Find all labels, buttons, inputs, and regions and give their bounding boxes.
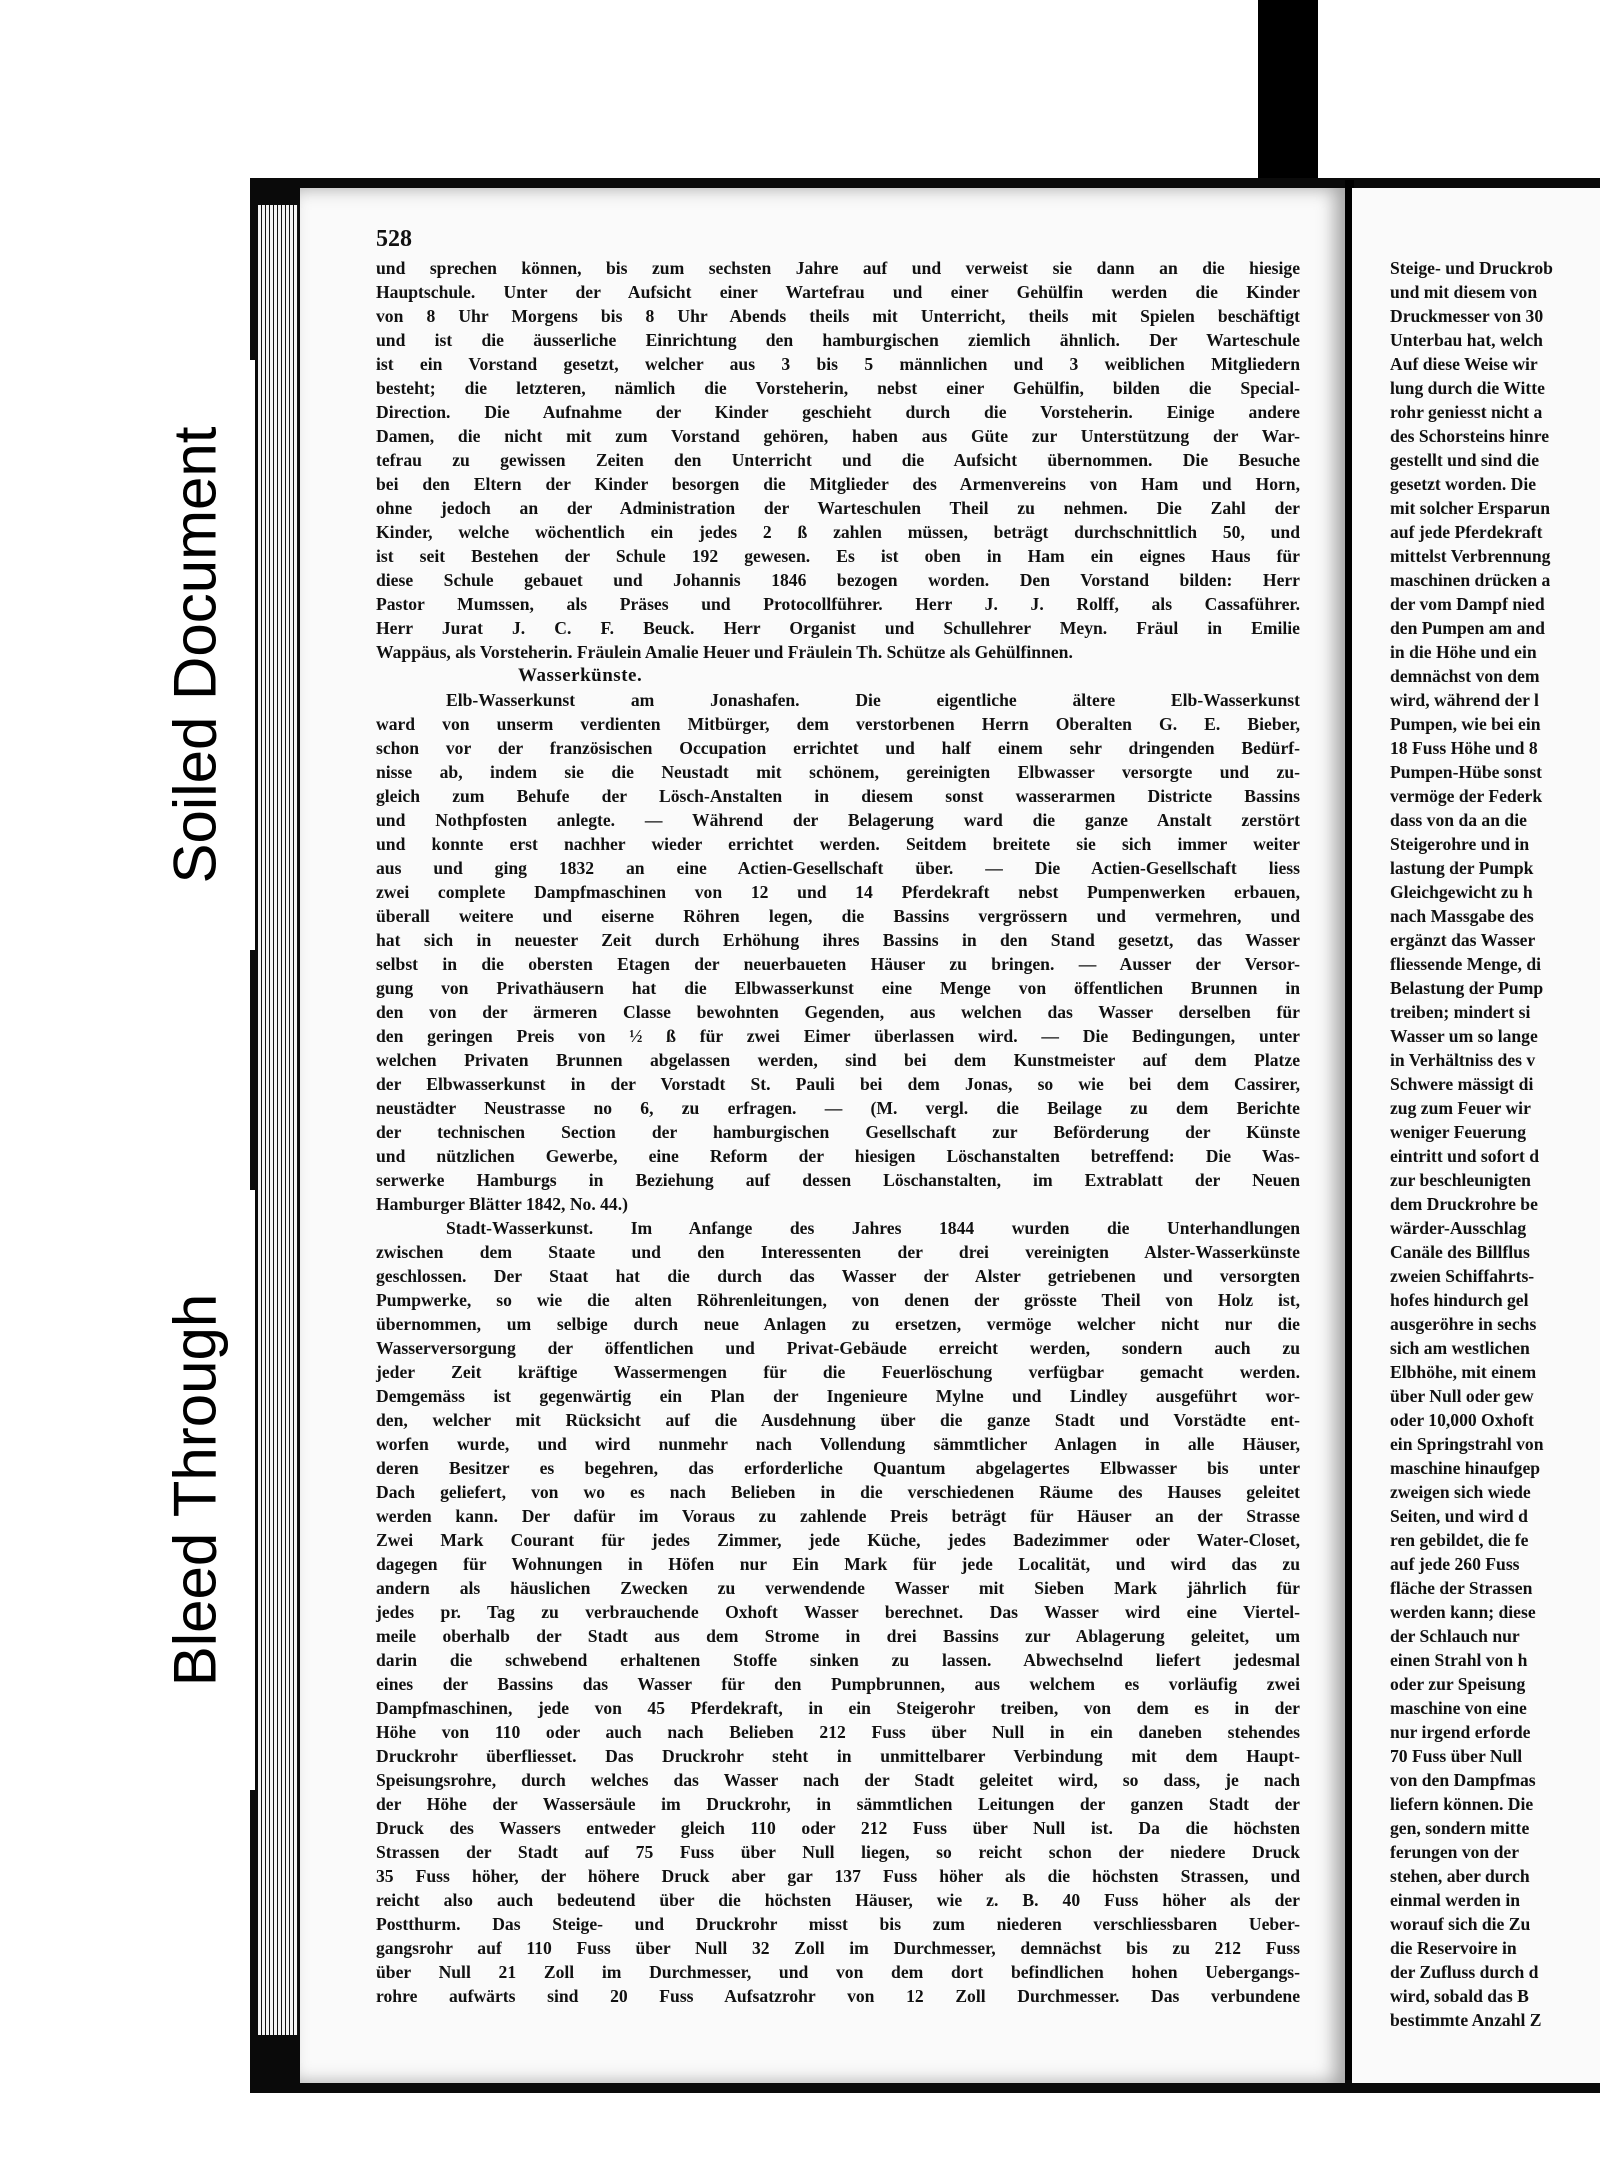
right-text-line: dem Druckrohre be xyxy=(1390,1194,1538,1214)
text-line: gangsrohr auf 110 Fuss über Null 32 Zoll im Durchmesser, demnächst bis zu 212 Fuss xyxy=(376,1938,1300,1958)
right-text-line: Wasser um so lange xyxy=(1390,1026,1538,1046)
text-line: zwei complete Dampfmaschinen von 12 und 14 Pferdekraft nebst Pumpenwerken erbauen, xyxy=(376,882,1300,902)
text-line: Direction. Die Aufnahme der Kinder geschieht durch die Vorsteherin. Einige andere xyxy=(376,402,1300,422)
right-text-line: oder zur Speisung xyxy=(1390,1674,1526,1694)
text-line: Speisungsrohre, durch welches das Wasser nach der Stadt geleitet wird, so dass, je nach xyxy=(376,1770,1300,1790)
right-text-line: stehen, aber durch xyxy=(1390,1866,1530,1886)
right-text-line: auf jede 260 Fuss xyxy=(1390,1554,1520,1574)
text-line: eines der Bassins das Wasser für den Pumpbrunnen, aus welchem es vorläufig zwei xyxy=(376,1674,1300,1694)
right-text-line: lastung der Pumpk xyxy=(1390,858,1534,878)
right-text-line: Seiten, und wird d xyxy=(1390,1506,1528,1526)
text-line: Pumpwerke, so wie die alten Röhrenleitungen, von denen der grösste Theil von Holz ist, xyxy=(376,1290,1300,1310)
right-text-line: von den Dampfmas xyxy=(1390,1770,1536,1790)
text-line: welchen Privaten Brunnen abgelassen werden, sind bei dem Kunstmeister auf dem Platze xyxy=(376,1050,1300,1070)
text-line: Dampfmaschinen, jede von 45 Pferdekraft, in ein Steigerohr treiben, von dem es in der xyxy=(376,1698,1300,1718)
right-text-line: ein Springstrahl von xyxy=(1390,1434,1544,1454)
text-line: Damen, die nicht mit zum Vorstand gehören, haben aus Güte zur Unterstützung der War- xyxy=(376,426,1300,446)
right-text-line: einen Strahl von h xyxy=(1390,1650,1528,1670)
text-line: hat sich in neuester Zeit durch Erhöhung ihres Bassins in den Stand gesetzt, das Wasser xyxy=(376,930,1300,950)
right-text-line: treiben; mindert si xyxy=(1390,1002,1531,1022)
text-line: ist ein Vorstand gesetzt, welcher aus 3 bis 5 männlichen und 3 weiblichen Mitgliedern xyxy=(376,354,1300,374)
text-line: Postthurm. Das Steige- und Druckrohr misst bis zum niederen verschliessbaren Ueber- xyxy=(376,1914,1300,1934)
text-line: der Höhe der Wassersäule im Druckrohr, in sämmtlichen Leitungen der ganzen Stadt der xyxy=(376,1794,1300,1814)
text-line: selbst in die obersten Etagen der neuerbaueten Häuser zu bringen. — Ausser der Versor- xyxy=(376,954,1300,974)
right-text-line: ausgeröhre in sechs xyxy=(1390,1314,1537,1334)
right-text-line: der vom Dampf nied xyxy=(1390,594,1545,614)
right-text-line: zweien Schiffahrts- xyxy=(1390,1266,1535,1286)
right-text-line: maschinen drücken a xyxy=(1390,570,1551,590)
right-text-line: wärder-Ausschlag xyxy=(1390,1218,1527,1238)
right-text-line: oder 10,000 Oxhoft xyxy=(1390,1410,1534,1430)
text-line: ward von unserm verdienten Mitbürger, dem verstorbenen Herrn Oberalten G. E. Bieber, xyxy=(376,714,1300,734)
page-number: 528 xyxy=(376,226,412,252)
right-text-line: liefern können. Die xyxy=(1390,1794,1534,1814)
text-line: ist seit Bestehen der Schule 192 gewesen. Es ist oben in Ham ein eignes Haus für xyxy=(376,546,1300,566)
text-line: rohre aufwärts sind 20 Fuss Aufsatzrohr von 12 Zoll Durchmesser. Das verbundene xyxy=(376,1986,1300,2006)
section-heading: Wasserkünste. xyxy=(518,665,643,686)
text-line: diese Schule gebauet und Johannis 1846 bezogen worden. Den Vorstand bilden: Herr xyxy=(376,570,1300,590)
text-line: Kinder, welche wöchentlich ein jedes 2 ß zahlen müssen, beträgt durchschnittlich 50, und xyxy=(376,522,1300,542)
right-text-line: wird, während der l xyxy=(1390,690,1539,710)
text-line: und sprechen können, bis zum sechsten Jahre auf und verweist sie dann an die hiesige xyxy=(376,258,1300,278)
text-line: Herr Jurat J. C. F. Beuck. Herr Organist und Schullehrer Meyn. Fräul in Emilie xyxy=(376,618,1300,638)
text-line: den, welcher mit Rücksicht auf die Ausdehnung über die ganze Stadt und Vorstädte ent- xyxy=(376,1410,1300,1430)
right-text-line: Unterbau hat, welch xyxy=(1390,330,1543,350)
right-text-line: Elbhöhe, mit einem xyxy=(1390,1362,1537,1382)
text-line: reicht also auch bedeutend über die höchsten Häuser, wie z. B. 40 Fuss höher als der xyxy=(376,1890,1300,1910)
right-text-line: 18 Fuss Höhe und 8 xyxy=(1390,738,1538,758)
text-line: andern als häuslichen Zwecken zu verwendende Wasser mit Sieben Mark jährlich für xyxy=(376,1578,1300,1598)
right-text-line: Druckmesser von 30 xyxy=(1390,306,1544,326)
text-line: serwerke Hamburgs in Beziehung auf dessen Löschanstalten, im Extrablatt der Neuen xyxy=(376,1170,1300,1190)
text-line: Hauptschule. Unter der Aufsicht einer Wartefrau und einer Gehülfin werden die Kinder xyxy=(376,282,1300,302)
right-text-line: zur beschleunigten xyxy=(1390,1170,1531,1190)
text-line: Druckrohr überfliesset. Das Druckrohr steht in unmittelbarer Verbindung mit dem Haupt- xyxy=(376,1746,1300,1766)
right-text-line: nur irgend erforde xyxy=(1390,1722,1531,1742)
text-line: überall weitere und eiserne Röhren legen, die Bassins vergrössern und vermehren, und xyxy=(376,906,1300,926)
text-line: Wasserversorgung der öffentlichen und Privat-Gebäude erreicht werden, sondern auch zu xyxy=(376,1338,1300,1358)
right-text-line: nach Massgabe des xyxy=(1390,906,1534,926)
text-line: und konnte erst nachher wieder errichtet werden. Seitdem breitete sie sich immer weiter xyxy=(376,834,1300,854)
right-text-line: den Pumpen am and xyxy=(1390,618,1545,638)
text-line: der technischen Section der hamburgischen Gesellschaft zur Beförderung der Künste xyxy=(376,1122,1300,1142)
text-line: darin die schwebend erhaltenen Stoffe sinken zu lassen. Abwechselnd liefert jedesmal xyxy=(376,1650,1300,1670)
right-text-line: ren gebildet, die fe xyxy=(1390,1530,1529,1550)
text-line: und ist die äusserliche Einrichtung den hamburgischen ziemlich ähnlich. Der Warteschule xyxy=(376,330,1300,350)
text-line: von 8 Uhr Morgens bis 8 Uhr Abends theils mit Unterricht, theils mit Spielen beschäftigt xyxy=(376,306,1300,326)
right-text-line: die Reservoire in xyxy=(1390,1938,1517,1958)
text-line: ohne jedoch an der Administration der Warteschulen Theil zu nehmen. Die Zahl der xyxy=(376,498,1300,518)
text-line: Wappäus, als Vorsteherin. Fräulein Amalie Heuer und Fräulein Th. Schütze als Gehülfinnen. xyxy=(376,642,1073,662)
right-text-line: zug zum Feuer wir xyxy=(1390,1098,1531,1118)
right-text-line: über Null oder gew xyxy=(1390,1386,1534,1406)
text-line: den von der ärmeren Classe bewohnten Gegenden, aus welchen das Wasser derselben für xyxy=(376,1002,1300,1022)
text-line: nisse ab, indem sie die Neustadt mit schönem, gereinigten Elbwasser versorgte und zu- xyxy=(376,762,1300,782)
page-body xyxy=(376,256,1300,2008)
right-text-line: zweigen sich wiede xyxy=(1390,1482,1531,1502)
black-strip xyxy=(1258,0,1318,190)
right-text-line: lung durch die Witte xyxy=(1390,378,1545,398)
text-line: aus und ging 1832 an eine Actien-Gesellschaft über. — Die Actien-Gesellschaft liess xyxy=(376,858,1300,878)
right-text-line: gestellt und sind die xyxy=(1390,450,1540,470)
right-text-line: maschine hinaufgep xyxy=(1390,1458,1541,1478)
right-text-line: Gleichgewicht zu h xyxy=(1390,882,1533,902)
right-text-line: Schwere mässigt di xyxy=(1390,1074,1534,1094)
right-text-line: wird, sobald das B xyxy=(1390,1986,1529,2006)
text-line: worfen wurde, und wird nunmehr nach Vollendung sämmtlicher Anlagen in alle Häuser, xyxy=(376,1434,1300,1454)
text-line: meile oberhalb der Stadt aus dem Strome in drei Bassins zur Ablagerung geleitet, um xyxy=(376,1626,1300,1646)
text-line: jeder Zeit kräftige Wassermengen für die Feuerlöschung verfügbar gemacht werden. xyxy=(376,1362,1300,1382)
text-line: werden kann. Der dafür im Voraus zu zahlende Preis beträgt für Häuser an der Strasse xyxy=(376,1506,1300,1526)
right-text-line: mittelst Verbrennung xyxy=(1390,546,1551,566)
right-text-line: fläche der Strassen xyxy=(1390,1578,1533,1598)
text-line: und nützlichen Gewerbe, eine Reform der hiesigen Löschanstalten betreffend: Die Was- xyxy=(376,1146,1300,1166)
text-line: neustädter Neustrasse no 6, zu erfragen. — (M. vergl. die Beilage zu dem Berichte xyxy=(376,1098,1300,1118)
right-text-line: weniger Feuerung xyxy=(1390,1122,1527,1142)
right-text-line: der Schlauch nur xyxy=(1390,1626,1520,1646)
right-text-line: 70 Fuss über Null xyxy=(1390,1746,1523,1766)
text-line: Demgemäss ist gegenwärtig ein Plan der Ingenieure Mylne und Lindley ausgeführt wor- xyxy=(376,1386,1300,1406)
right-text-line: worauf sich die Zu xyxy=(1390,1914,1531,1934)
text-line: deren Besitzer es begehren, das erforderliche Quantum abgelagertes Elbwasser bis unter xyxy=(376,1458,1300,1478)
page-edges xyxy=(258,205,298,2035)
right-text-line: werden kann; diese xyxy=(1390,1602,1536,1622)
text-line: schon vor der französischen Occupation errichtet und half einem sehr dringenden Bedürf- xyxy=(376,738,1300,758)
right-text-line: maschine von eine xyxy=(1390,1698,1527,1718)
right-text-line: rohr geniesst nicht a xyxy=(1390,402,1543,422)
right-text-line: in die Höhe und ein xyxy=(1390,642,1537,662)
text-line: Hamburger Blätter 1842, No. 44.) xyxy=(376,1194,628,1214)
text-line: besteht; die letzteren, nämlich die Vorsteherin, nebst einer Gehülfin, bilden die Special- xyxy=(376,378,1300,398)
right-text-line: mit solcher Ersparun xyxy=(1390,498,1550,518)
text-line: dagegen für Wohnungen in Höfen nur Ein Mark für jede Localität, und wird das zu xyxy=(376,1554,1300,1574)
text-line: Elb-Wasserkunst am Jonashafen. Die eigentliche ältere Elb-Wasserkunst xyxy=(446,690,1300,710)
text-line: Dach geliefert, von wo es nach Belieben in die verschiedenen Räume des Hauses geleitet xyxy=(376,1482,1300,1502)
right-text-line: Pumpen, wie bei ein xyxy=(1390,714,1541,734)
right-text-line: in Verhältniss des v xyxy=(1390,1050,1536,1070)
right-text-line: dass von da an die xyxy=(1390,810,1527,830)
text-line: Zwei Mark Courant für jedes Zimmer, jede Küche, jedes Badezimmer oder Water-Closet, xyxy=(376,1530,1300,1550)
right-text-line: der Zufluss durch d xyxy=(1390,1962,1539,1982)
right-text-line: gesetzt worden. Die xyxy=(1390,474,1537,494)
bleed-through-label xyxy=(135,1190,255,1790)
right-text-line: ferungen von der xyxy=(1390,1842,1520,1862)
right-text-line: fliessende Menge, di xyxy=(1390,954,1541,974)
right-text-line: Canäle des Billflus xyxy=(1390,1242,1530,1262)
right-text-line: vermöge der Federk xyxy=(1390,786,1543,806)
right-text-line: ergänzt das Wasser xyxy=(1390,930,1536,950)
right-text-line: des Schorsteins hinre xyxy=(1390,426,1550,446)
right-text-line: Belastung der Pump xyxy=(1390,978,1544,998)
text-line: gleich zum Behufe der Lösch-Anstalten in diesem sonst wasserarmen Districte Bassins xyxy=(376,786,1300,806)
text-line: Höhe von 110 oder auch nach Belieben 212 Fuss über Null in ein daneben stehendes xyxy=(376,1722,1300,1742)
right-text-line: Steige- und Druckrob xyxy=(1390,258,1553,278)
right-text-line: Pumpen-Hübe sonst xyxy=(1390,762,1543,782)
text-line: übernommen, um selbige durch neue Anlagen zu ersetzen, vermöge welcher nicht nur die xyxy=(376,1314,1300,1334)
text-line: bei den Eltern der Kinder besorgen die Mitglieder des Armenvereins von Ham und Horn, xyxy=(376,474,1300,494)
text-line: und Nothpfosten anlegte. — Während der Belagerung ward die ganze Anstalt zerstört xyxy=(376,810,1300,830)
soiled-document-text: Soiled Document xyxy=(161,426,229,884)
text-line: über Null 21 Zoll im Durchmesser, und von dem dort befindlichen hohen Uebergangs- xyxy=(376,1962,1300,1982)
text-line: jedes pr. Tag zu verbrauchende Oxhoft Wasser berechnet. Das Wasser wird eine Viertel- xyxy=(376,1602,1300,1622)
right-text-line: gen, sondern mitte xyxy=(1390,1818,1530,1838)
right-text-line: bestimmte Anzahl Z xyxy=(1390,2010,1542,2030)
text-line: tefrau zu gewissen Zeiten den Unterricht und die Aufsicht übernommen. Die Besuche xyxy=(376,450,1300,470)
right-text-line: Steigerohre und in xyxy=(1390,834,1530,854)
right-text-line: einmal werden in xyxy=(1390,1890,1520,1910)
text-line: zwischen dem Staate und den Interessenten der drei vereinigten Alster-Wasserkünste xyxy=(376,1242,1300,1262)
text-line: Pastor Mumssen, als Präses und Protocollführer. Herr J. J. Rolff, als Cassaführer. xyxy=(376,594,1300,614)
text-line: Druck des Wassers entweder gleich 110 oder 212 Fuss über Null ist. Da die höchsten xyxy=(376,1818,1300,1838)
text-line: 35 Fuss höher, der höhere Druck aber gar 137 Fuss höher als die höchsten Strassen, und xyxy=(376,1866,1300,1886)
right-text-line: sich am westlichen xyxy=(1390,1338,1530,1358)
right-text-line: hofes hindurch gel xyxy=(1390,1290,1529,1310)
soiled-document-label xyxy=(135,360,255,950)
right-text-line: auf jede Pferdekraft xyxy=(1390,522,1543,542)
text-line: den geringen Preis von ½ ß für zwei Eimer überlassen wird. — Die Bedingungen, unter xyxy=(376,1026,1300,1046)
text-line: Stadt-Wasserkunst. Im Anfange des Jahres 1844 wurden die Unterhandlungen xyxy=(446,1218,1300,1238)
right-text-line: Auf diese Weise wir xyxy=(1390,354,1538,374)
right-text-line: eintritt und sofort d xyxy=(1390,1146,1540,1166)
right-text-line: demnächst von dem xyxy=(1390,666,1540,686)
bleed-through-text: Bleed Through xyxy=(161,1293,229,1687)
text-line: Strassen der Stadt auf 75 Fuss über Null liegen, so reicht schon der niedere Druck xyxy=(376,1842,1300,1862)
text-line: geschlossen. Der Staat hat die durch das Wasser der Alster getriebenen und versorgten xyxy=(376,1266,1300,1286)
text-line: der Elbwasserkunst in der Vorstadt St. Pauli bei dem Jonas, so wie bei dem Cassirer, xyxy=(376,1074,1300,1094)
right-text-line: und mit diesem von xyxy=(1390,282,1538,302)
right-page-body xyxy=(1390,256,1600,2032)
text-line: gung von Privathäusern hat die Elbwasserkunst eine Menge von öffentlichen Brunnen in xyxy=(376,978,1300,998)
